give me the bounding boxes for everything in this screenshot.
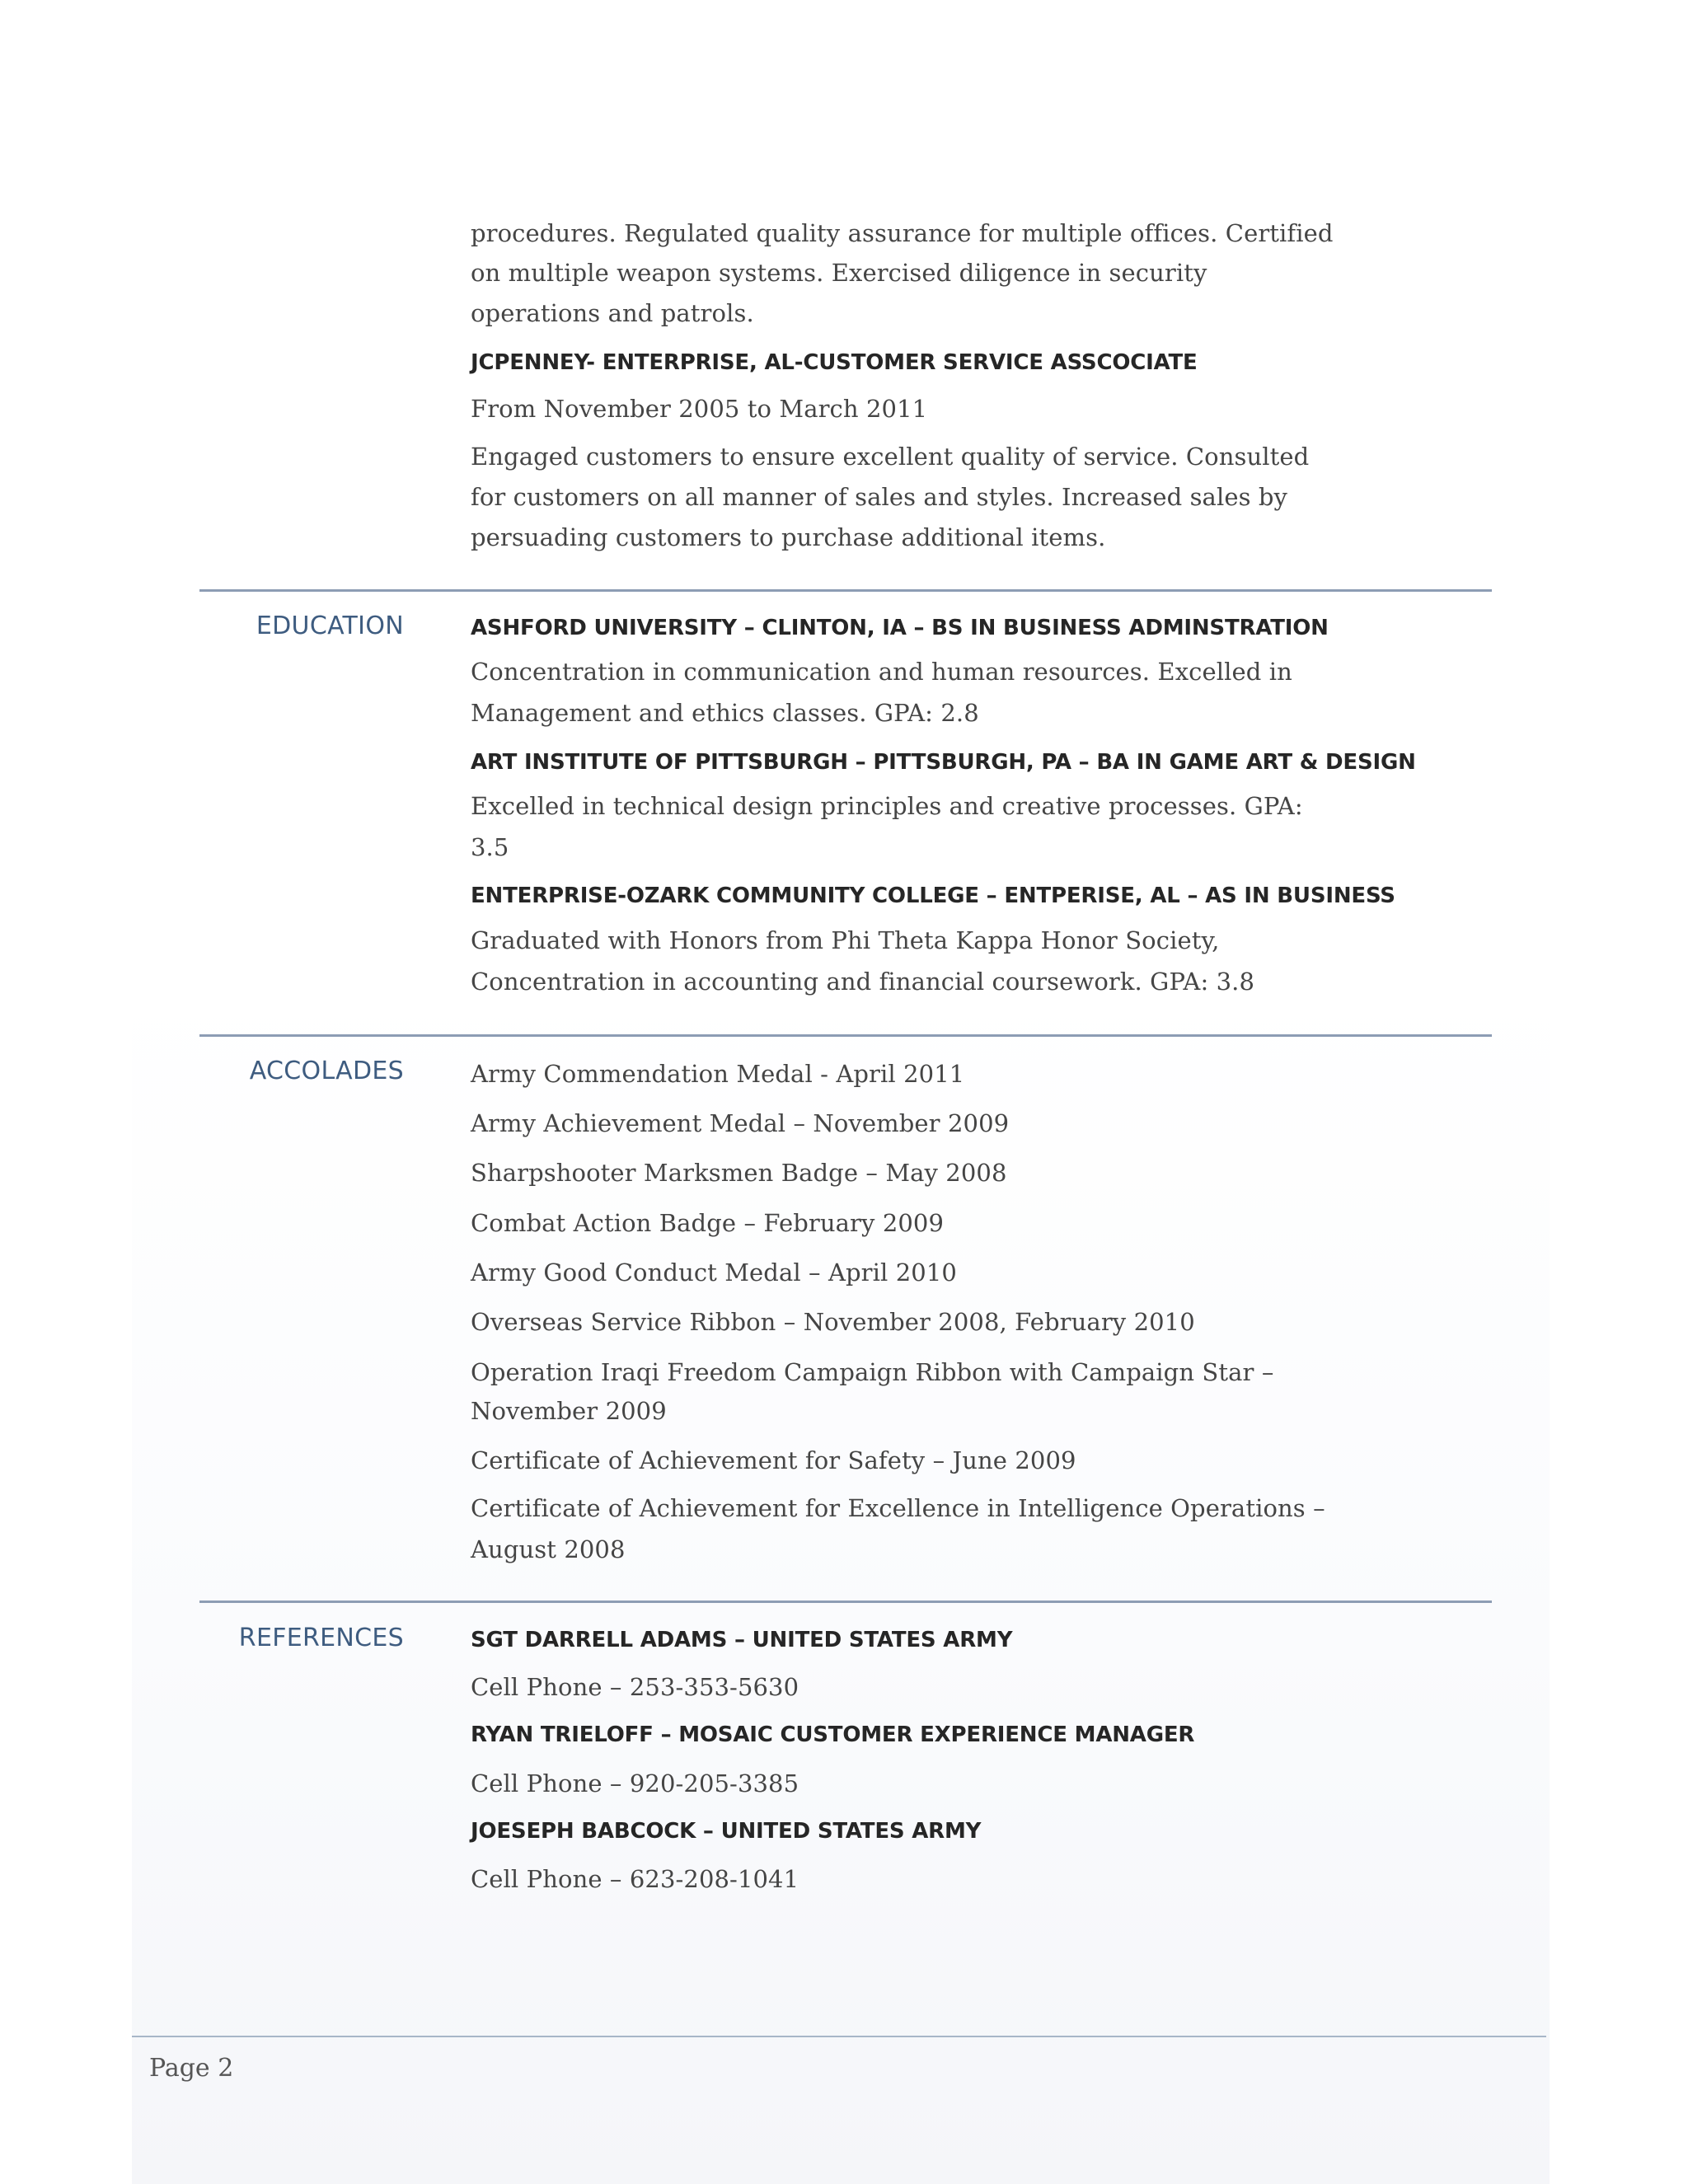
- accolade-item: Certificate of Achievement for Excellence in Intelligence Operations –: [471, 1494, 1325, 1522]
- reference-heading: SGT DARRELL ADAMS – UNITED STATES ARMY: [471, 1628, 1013, 1652]
- accolade-item: Operation Iraqi Freedom Campaign Ribbon with Campaign Star –: [471, 1358, 1274, 1386]
- reference-heading: RYAN TRIELOFF – MOSAIC CUSTOMER EXPERIENCE MANAGER: [471, 1722, 1195, 1747]
- reference-heading: JOESEPH BABCOCK – UNITED STATES ARMY: [471, 1819, 982, 1844]
- education-heading-ashford: ASHFORD UNIVERSITY – CLINTON, IA – BS IN BUSINESS ADMINSTRATION: [471, 616, 1329, 640]
- job-description-line: persuading customers to purchase additional items.: [471, 523, 1106, 551]
- job-description-line: Engaged customers to ensure excellent quality of service. Consulted: [471, 443, 1310, 471]
- education-line: Graduated with Honors from Phi Theta Kappa Honor Society,: [471, 926, 1220, 954]
- section-label-accolades: ACCOLADES: [249, 1057, 404, 1085]
- accolade-item: Army Commendation Medal - April 2011: [471, 1060, 965, 1088]
- education-line: 3.5: [471, 833, 509, 861]
- reference-phone: Cell Phone – 920-205-3385: [471, 1769, 799, 1797]
- job-description-line: for customers on all manner of sales and styles. Increased sales by: [471, 483, 1288, 511]
- section-divider: [199, 589, 1492, 592]
- footer-divider: [132, 2036, 1546, 2037]
- accolade-item: August 2008: [471, 1535, 626, 1563]
- accolade-item: Overseas Service Ribbon – November 2008, February 2010: [471, 1308, 1195, 1336]
- reference-phone: Cell Phone – 623-208-1041: [471, 1865, 799, 1893]
- accolade-item: Combat Action Badge – February 2009: [471, 1209, 945, 1237]
- job-dates: From November 2005 to March 2011: [471, 395, 928, 423]
- section-label-education: EDUCATION: [256, 612, 404, 640]
- education-line: Management and ethics classes. GPA: 2.8: [471, 699, 979, 727]
- job-heading-jcpenney: JCPENNEY- ENTERPRISE, AL-CUSTOMER SERVICE ASSCOCIATE: [471, 350, 1198, 375]
- section-divider: [199, 1601, 1492, 1603]
- page-number: Page 2: [149, 2054, 234, 2083]
- education-heading-enterprise-ozark: ENTERPRISE-OZARK COMMUNITY COLLEGE – ENTPERISE, AL – AS IN BUSINESS: [471, 883, 1395, 908]
- accolade-item: Certificate of Achievement for Safety – June 2009: [471, 1446, 1076, 1474]
- experience-continued-line: operations and patrols.: [471, 299, 754, 327]
- experience-continued-line: procedures. Regulated quality assurance for multiple offices. Certified: [471, 219, 1334, 247]
- education-line: Excelled in technical design principles and creative processes. GPA:: [471, 792, 1303, 820]
- section-divider: [199, 1034, 1492, 1037]
- accolade-item: Sharpshooter Marksmen Badge – May 2008: [471, 1159, 1007, 1187]
- section-label-references: REFERENCES: [238, 1624, 404, 1652]
- reference-phone: Cell Phone – 253-353-5630: [471, 1673, 799, 1701]
- education-line: Concentration in accounting and financial coursework. GPA: 3.8: [471, 968, 1255, 996]
- experience-continued-line: on multiple weapon systems. Exercised diligence in security: [471, 259, 1207, 287]
- education-heading-art-institute: ART INSTITUTE OF PITTSBURGH – PITTSBURGH, PA – BA IN GAME ART & DESIGN: [471, 750, 1416, 775]
- accolade-item: Army Good Conduct Medal – April 2010: [471, 1258, 957, 1286]
- education-line: Concentration in communication and human resources. Excelled in: [471, 658, 1292, 686]
- accolade-item: Army Achievement Medal – November 2009: [471, 1109, 1010, 1137]
- accolade-item: November 2009: [471, 1397, 667, 1425]
